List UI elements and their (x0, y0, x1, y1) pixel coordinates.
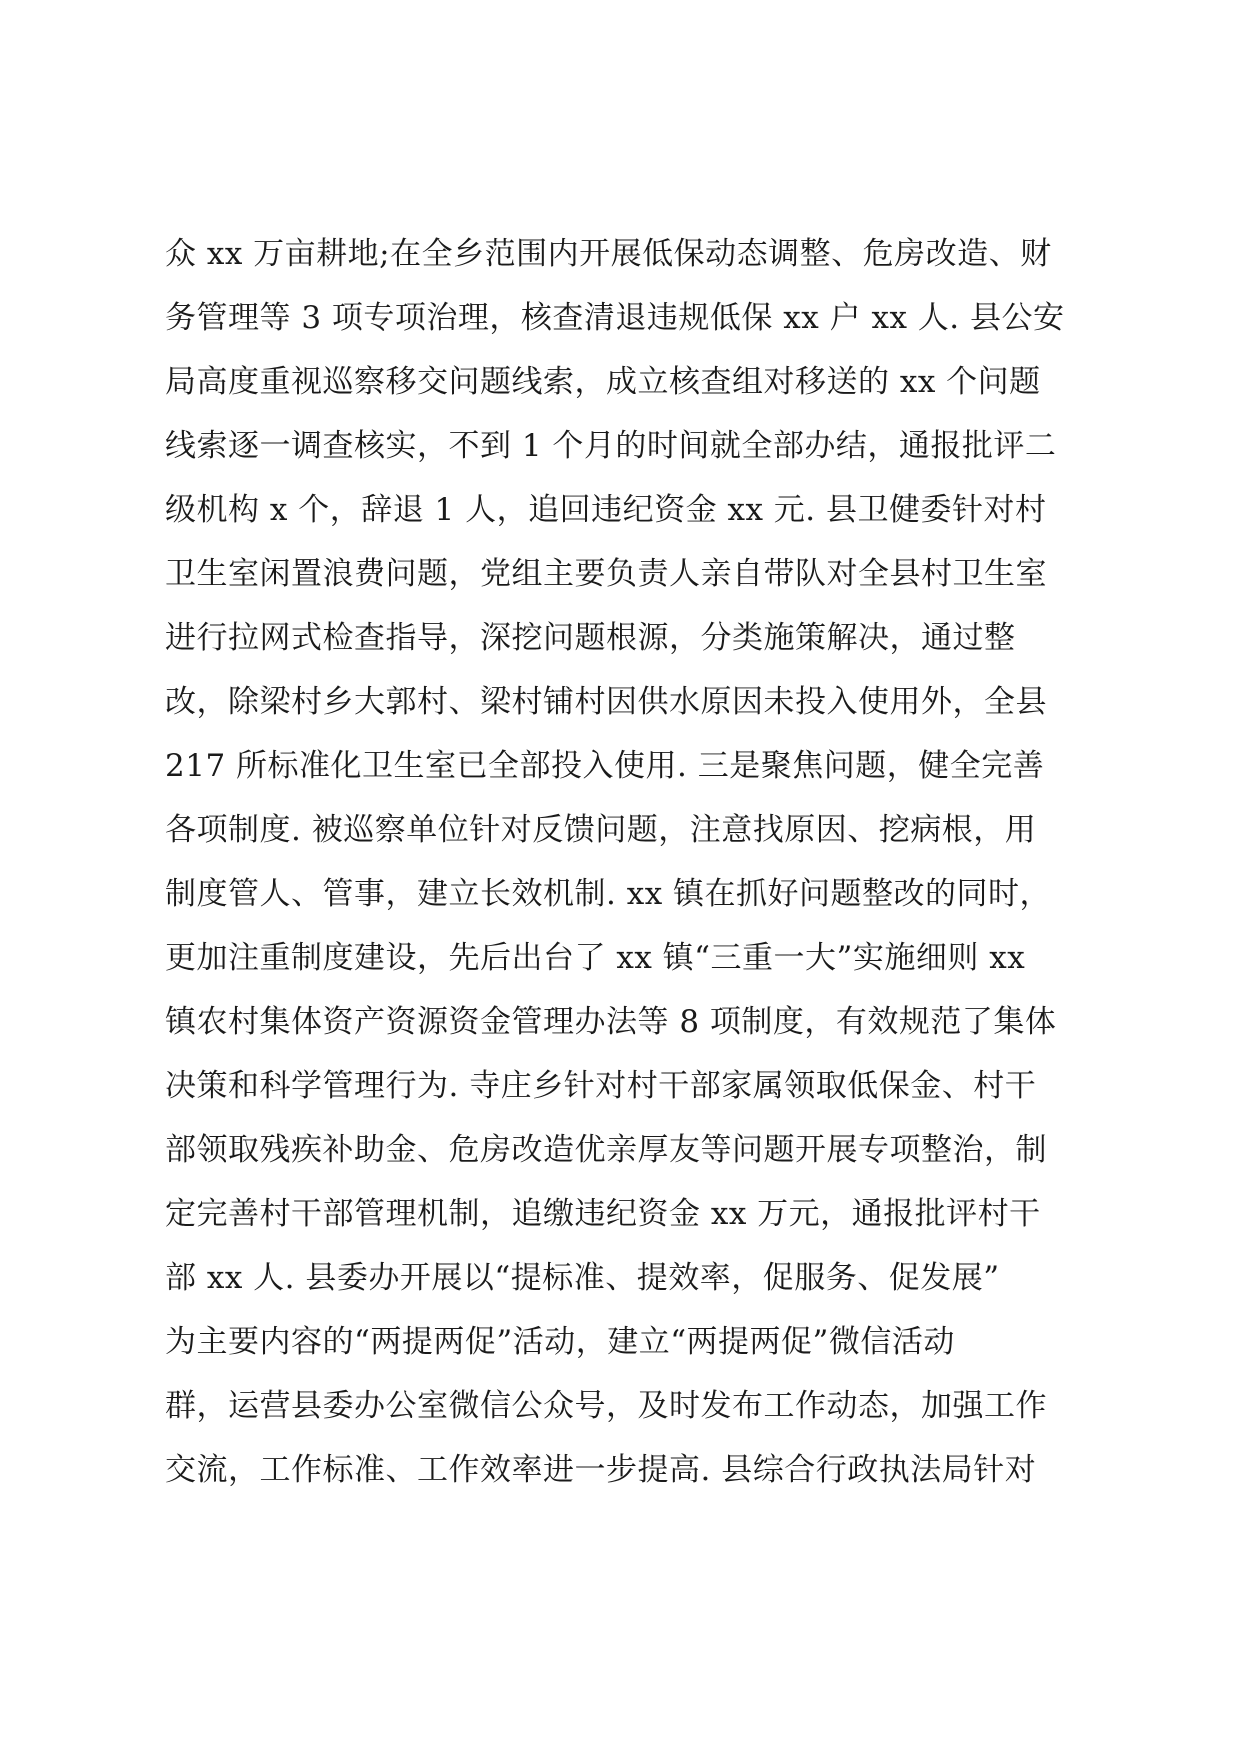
text-line: 部 xx 人. 县委办开展以“提标准、提效率，促服务、促发展” (165, 1260, 1000, 1296)
text-line: 定完善村干部管理机制，追缴违纪资金 xx 万元，通报批评村干 (165, 1196, 1041, 1232)
text-line: 局高度重视巡察移交问题线索，成立核查组对移送的 xx 个问题 (165, 364, 1041, 400)
text-line: 部领取残疾补助金、危房改造优亲厚友等问题开展专项整治，制 (165, 1132, 1047, 1168)
text-line: 决策和科学管理行为. 寺庄乡针对村干部家属领取低保金、村干 (165, 1068, 1037, 1104)
body-text (165, 222, 1095, 1502)
text-line: 改，除梁村乡大郭村、梁村铺村因供水原因未投入使用外，全县 (165, 684, 1047, 720)
text-line: 群，运营县委办公室微信公众号，及时发布工作动态，加强工作 (165, 1388, 1047, 1424)
text-line: 务管理等 3 项专项治理，核查清退违规低保 xx 户 xx 人. 县公安 (165, 300, 1065, 336)
text-line: 进行拉网式检查指导，深挖问题根源，分类施策解决，通过整 (165, 620, 1016, 656)
text-line: 各项制度. 被巡察单位针对反馈问题，注意找原因、挖病根，用 (165, 812, 1037, 848)
text-line: 镇农村集体资产资源资金管理办法等 8 项制度，有效规范了集体 (165, 1004, 1057, 1040)
text-line: 为主要内容的“两提两促”活动，建立“两提两促”微信活动 (165, 1324, 955, 1360)
text-line: 更加注重制度建设，先后出台了 xx 镇“三重一大”实施细则 xx (165, 940, 1026, 976)
text-line: 交流，工作标准、工作效率进一步提高. 县综合行政执法局针对 (165, 1452, 1037, 1488)
text-line: 217 所标准化卫生室已全部投入使用. 三是聚焦问题，健全完善 (165, 748, 1045, 784)
text-line: 制度管人、管事，建立长效机制. xx 镇在抓好问题整改的同时， (165, 876, 1052, 912)
text-line: 卫生室闲置浪费问题，党组主要负责人亲自带队对全县村卫生室 (165, 556, 1047, 592)
text-line: 级机构 x 个，辞退 1 人，追回违纪资金 xx 元. 县卫健委针对村 (165, 492, 1047, 528)
text-line: 众 xx 万亩耕地;在全乡范围内开展低保动态调整、危房改造、财 (165, 236, 1052, 272)
text-line: 线索逐一调查核实，不到 1 个月的时间就全部办结，通报批评二 (165, 428, 1057, 464)
